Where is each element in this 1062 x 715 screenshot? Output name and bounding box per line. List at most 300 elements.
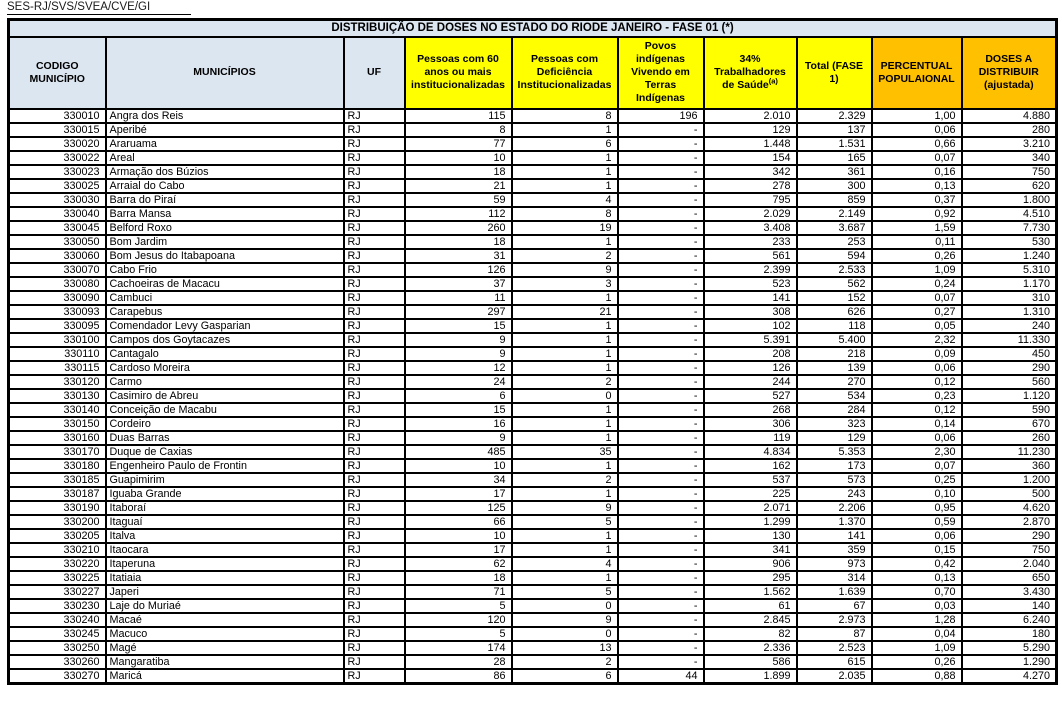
column-header-total-fase-1: Total (FASE 1) [797,37,872,109]
cell-uf: RJ [344,305,405,319]
cell-uf: RJ [344,501,405,515]
cell-municipios: Guapimirim [106,473,344,487]
cell-trabalhadores-saude-34: 61 [704,599,797,613]
cell-doses-a-distribuir: 1.240 [962,249,1057,263]
cell-pessoas-deficiencia-institucionalizadas: 0 [512,599,618,613]
cell-pessoas-deficiencia-institucionalizadas: 1 [512,319,618,333]
cell-povos-indigenas: - [618,235,704,249]
cell-total-fase-1: 361 [797,165,872,179]
cell-pessoas-deficiencia-institucionalizadas: 1 [512,459,618,473]
cell-pessoas-deficiencia-institucionalizadas: 1 [512,165,618,179]
cell-povos-indigenas: - [618,459,704,473]
cell-povos-indigenas: - [618,417,704,431]
table-row [9,557,1057,571]
cell-percentual-populacional: 0,42 [872,557,962,571]
cell-doses-a-distribuir: 750 [962,543,1057,557]
table-row [9,207,1057,221]
cell-percentual-populacional: 0,14 [872,417,962,431]
cell-percentual-populacional: 0,59 [872,515,962,529]
table-row [9,487,1057,501]
cell-municipios: Bom Jardim [106,235,344,249]
cell-total-fase-1: 152 [797,291,872,305]
cell-percentual-populacional: 0,25 [872,473,962,487]
cell-percentual-populacional: 0,26 [872,249,962,263]
cell-total-fase-1: 562 [797,277,872,291]
cell-doses-a-distribuir: 11.330 [962,333,1057,347]
cell-pessoas-60-institucionalizadas: 59 [405,193,512,207]
table-row [9,291,1057,305]
cell-povos-indigenas: - [618,501,704,515]
cell-povos-indigenas: - [618,627,704,641]
cell-percentual-populacional: 0,13 [872,179,962,193]
cell-uf: RJ [344,361,405,375]
cell-pessoas-deficiencia-institucionalizadas: 13 [512,641,618,655]
cell-uf: RJ [344,627,405,641]
cell-pessoas-60-institucionalizadas: 115 [405,109,512,123]
table-row [9,263,1057,277]
cell-trabalhadores-saude-34: 586 [704,655,797,669]
source-label: SES-RJ/SVS/SVEA/CVE/GI [7,1,191,15]
cell-uf: RJ [344,179,405,193]
cell-municipios: Macaé [106,613,344,627]
cell-trabalhadores-saude-34: 225 [704,487,797,501]
column-header-codigo-municipio: CODIGO MUNICÍPIO [9,37,106,109]
cell-doses-a-distribuir: 750 [962,165,1057,179]
cell-uf: RJ [344,557,405,571]
cell-trabalhadores-saude-34: 5.391 [704,333,797,347]
table-row [9,249,1057,263]
cell-municipios: Belford Roxo [106,221,344,235]
cell-percentual-populacional: 0,88 [872,669,962,684]
cell-pessoas-60-institucionalizadas: 66 [405,515,512,529]
cell-pessoas-60-institucionalizadas: 174 [405,641,512,655]
cell-codigo-municipio: 330010 [9,109,106,123]
cell-doses-a-distribuir: 650 [962,571,1057,585]
table-row [9,193,1057,207]
table-row [9,361,1057,375]
cell-total-fase-1: 594 [797,249,872,263]
table-row [9,123,1057,137]
cell-total-fase-1: 270 [797,375,872,389]
cell-percentual-populacional: 0,07 [872,291,962,305]
cell-doses-a-distribuir: 450 [962,347,1057,361]
column-header-municipios: MUNICÍPIOS [106,37,344,109]
table-row [9,627,1057,641]
cell-percentual-populacional: 0,37 [872,193,962,207]
cell-total-fase-1: 573 [797,473,872,487]
cell-trabalhadores-saude-34: 906 [704,557,797,571]
cell-pessoas-60-institucionalizadas: 9 [405,347,512,361]
cell-percentual-populacional: 0,05 [872,319,962,333]
cell-doses-a-distribuir: 11.230 [962,445,1057,459]
cell-pessoas-deficiencia-institucionalizadas: 0 [512,627,618,641]
cell-pessoas-60-institucionalizadas: 77 [405,137,512,151]
cell-trabalhadores-saude-34: 208 [704,347,797,361]
cell-povos-indigenas: - [618,263,704,277]
cell-percentual-populacional: 0,12 [872,375,962,389]
cell-pessoas-60-institucionalizadas: 86 [405,669,512,684]
cell-povos-indigenas: - [618,557,704,571]
cell-trabalhadores-saude-34: 129 [704,123,797,137]
cell-pessoas-deficiencia-institucionalizadas: 2 [512,249,618,263]
cell-municipios: Carmo [106,375,344,389]
cell-pessoas-deficiencia-institucionalizadas: 1 [512,543,618,557]
cell-povos-indigenas: - [618,151,704,165]
cell-uf: RJ [344,347,405,361]
cell-povos-indigenas: 196 [618,109,704,123]
cell-uf: RJ [344,277,405,291]
header-superscript: (a) [768,76,778,86]
cell-doses-a-distribuir: 290 [962,361,1057,375]
cell-pessoas-60-institucionalizadas: 37 [405,277,512,291]
cell-codigo-municipio: 330230 [9,599,106,613]
cell-pessoas-deficiencia-institucionalizadas: 1 [512,431,618,445]
cell-pessoas-60-institucionalizadas: 120 [405,613,512,627]
table-title: DISTRIBUIÇÃO DE DOSES NO ESTADO DO RIODE JANEIRO - FASE 01 (*) [9,20,1057,37]
cell-doses-a-distribuir: 2.870 [962,515,1057,529]
cell-municipios: Casimiro de Abreu [106,389,344,403]
cell-total-fase-1: 137 [797,123,872,137]
cell-percentual-populacional: 0,95 [872,501,962,515]
table-head [9,20,1057,109]
cell-codigo-municipio: 330025 [9,179,106,193]
cell-pessoas-60-institucionalizadas: 18 [405,165,512,179]
cell-doses-a-distribuir: 1.310 [962,305,1057,319]
cell-uf: RJ [344,403,405,417]
cell-doses-a-distribuir: 670 [962,417,1057,431]
cell-codigo-municipio: 330040 [9,207,106,221]
cell-trabalhadores-saude-34: 537 [704,473,797,487]
cell-pessoas-60-institucionalizadas: 8 [405,123,512,137]
cell-uf: RJ [344,641,405,655]
doses-distribution-table [7,18,1058,685]
cell-povos-indigenas: - [618,473,704,487]
cell-trabalhadores-saude-34: 2.845 [704,613,797,627]
cell-trabalhadores-saude-34: 2.071 [704,501,797,515]
cell-pessoas-deficiencia-institucionalizadas: 1 [512,361,618,375]
cell-codigo-municipio: 330090 [9,291,106,305]
cell-pessoas-60-institucionalizadas: 16 [405,417,512,431]
cell-total-fase-1: 3.687 [797,221,872,235]
cell-doses-a-distribuir: 280 [962,123,1057,137]
cell-povos-indigenas: - [618,207,704,221]
cell-doses-a-distribuir: 3.210 [962,137,1057,151]
cell-povos-indigenas: - [618,193,704,207]
cell-doses-a-distribuir: 310 [962,291,1057,305]
cell-uf: RJ [344,669,405,684]
cell-povos-indigenas: - [618,487,704,501]
cell-pessoas-deficiencia-institucionalizadas: 1 [512,151,618,165]
cell-codigo-municipio: 330205 [9,529,106,543]
cell-municipios: Itaperuna [106,557,344,571]
cell-total-fase-1: 141 [797,529,872,543]
cell-municipios: Araruama [106,137,344,151]
cell-codigo-municipio: 330130 [9,389,106,403]
cell-codigo-municipio: 330225 [9,571,106,585]
cell-codigo-municipio: 330185 [9,473,106,487]
cell-total-fase-1: 1.370 [797,515,872,529]
cell-municipios: Engenheiro Paulo de Frontin [106,459,344,473]
cell-uf: RJ [344,249,405,263]
cell-povos-indigenas: - [618,599,704,613]
cell-total-fase-1: 2.533 [797,263,872,277]
cell-povos-indigenas: - [618,571,704,585]
cell-uf: RJ [344,151,405,165]
cell-trabalhadores-saude-34: 527 [704,389,797,403]
column-header-povos-indigenas: Povos indígenas Vivendo em Terras Indígenas [618,37,704,109]
cell-codigo-municipio: 330050 [9,235,106,249]
cell-trabalhadores-saude-34: 102 [704,319,797,333]
cell-municipios: Cantagalo [106,347,344,361]
cell-percentual-populacional: 1,59 [872,221,962,235]
cell-povos-indigenas: - [618,361,704,375]
cell-pessoas-60-institucionalizadas: 10 [405,459,512,473]
cell-percentual-populacional: 1,09 [872,641,962,655]
cell-povos-indigenas: - [618,347,704,361]
cell-pessoas-deficiencia-institucionalizadas: 9 [512,263,618,277]
cell-percentual-populacional: 0,13 [872,571,962,585]
table-row [9,669,1057,684]
column-header-uf: UF [344,37,405,109]
cell-trabalhadores-saude-34: 795 [704,193,797,207]
cell-trabalhadores-saude-34: 4.834 [704,445,797,459]
cell-pessoas-60-institucionalizadas: 126 [405,263,512,277]
cell-uf: RJ [344,291,405,305]
cell-codigo-municipio: 330270 [9,669,106,684]
cell-municipios: Itatiaia [106,571,344,585]
cell-trabalhadores-saude-34: 233 [704,235,797,249]
cell-total-fase-1: 2.523 [797,641,872,655]
cell-percentual-populacional: 0,06 [872,431,962,445]
cell-povos-indigenas: - [618,529,704,543]
cell-pessoas-60-institucionalizadas: 125 [405,501,512,515]
cell-povos-indigenas: - [618,319,704,333]
cell-doses-a-distribuir: 530 [962,235,1057,249]
cell-doses-a-distribuir: 1.120 [962,389,1057,403]
cell-total-fase-1: 284 [797,403,872,417]
cell-total-fase-1: 859 [797,193,872,207]
cell-percentual-populacional: 0,12 [872,403,962,417]
cell-doses-a-distribuir: 4.620 [962,501,1057,515]
cell-doses-a-distribuir: 180 [962,627,1057,641]
cell-pessoas-60-institucionalizadas: 15 [405,403,512,417]
cell-trabalhadores-saude-34: 308 [704,305,797,319]
cell-trabalhadores-saude-34: 2.029 [704,207,797,221]
table-row [9,543,1057,557]
cell-uf: RJ [344,207,405,221]
cell-total-fase-1: 615 [797,655,872,669]
table-row [9,137,1057,151]
cell-povos-indigenas: - [618,445,704,459]
table-row [9,655,1057,669]
cell-uf: RJ [344,235,405,249]
cell-trabalhadores-saude-34: 82 [704,627,797,641]
cell-total-fase-1: 314 [797,571,872,585]
table-row [9,221,1057,235]
cell-codigo-municipio: 330260 [9,655,106,669]
cell-municipios: Iguaba Grande [106,487,344,501]
cell-pessoas-deficiencia-institucionalizadas: 4 [512,193,618,207]
cell-total-fase-1: 2.206 [797,501,872,515]
cell-pessoas-deficiencia-institucionalizadas: 5 [512,585,618,599]
cell-percentual-populacional: 0,24 [872,277,962,291]
cell-codigo-municipio: 330030 [9,193,106,207]
cell-codigo-municipio: 330200 [9,515,106,529]
cell-trabalhadores-saude-34: 1.299 [704,515,797,529]
cell-percentual-populacional: 0,04 [872,627,962,641]
cell-pessoas-deficiencia-institucionalizadas: 8 [512,109,618,123]
cell-percentual-populacional: 0,06 [872,529,962,543]
cell-trabalhadores-saude-34: 3.408 [704,221,797,235]
cell-total-fase-1: 323 [797,417,872,431]
cell-pessoas-60-institucionalizadas: 10 [405,529,512,543]
table-row [9,347,1057,361]
cell-total-fase-1: 1.531 [797,137,872,151]
cell-uf: RJ [344,445,405,459]
table-row [9,417,1057,431]
cell-pessoas-60-institucionalizadas: 21 [405,179,512,193]
cell-percentual-populacional: 0,15 [872,543,962,557]
table-row [9,109,1057,123]
cell-codigo-municipio: 330160 [9,431,106,445]
cell-pessoas-60-institucionalizadas: 297 [405,305,512,319]
cell-uf: RJ [344,571,405,585]
cell-povos-indigenas: - [618,277,704,291]
cell-povos-indigenas: - [618,375,704,389]
cell-pessoas-deficiencia-institucionalizadas: 8 [512,207,618,221]
cell-total-fase-1: 173 [797,459,872,473]
cell-pessoas-60-institucionalizadas: 62 [405,557,512,571]
cell-pessoas-deficiencia-institucionalizadas: 1 [512,571,618,585]
cell-municipios: Armação dos Búzios [106,165,344,179]
cell-codigo-municipio: 330245 [9,627,106,641]
cell-uf: RJ [344,487,405,501]
cell-povos-indigenas: - [618,249,704,263]
cell-pessoas-deficiencia-institucionalizadas: 6 [512,137,618,151]
cell-percentual-populacional: 0,06 [872,123,962,137]
cell-total-fase-1: 5.400 [797,333,872,347]
table-row [9,375,1057,389]
cell-pessoas-60-institucionalizadas: 5 [405,599,512,613]
cell-povos-indigenas: - [618,389,704,403]
cell-pessoas-deficiencia-institucionalizadas: 1 [512,179,618,193]
cell-total-fase-1: 973 [797,557,872,571]
cell-trabalhadores-saude-34: 1.448 [704,137,797,151]
cell-povos-indigenas: - [618,291,704,305]
cell-trabalhadores-saude-34: 154 [704,151,797,165]
cell-codigo-municipio: 330190 [9,501,106,515]
cell-doses-a-distribuir: 560 [962,375,1057,389]
cell-trabalhadores-saude-34: 126 [704,361,797,375]
cell-codigo-municipio: 330170 [9,445,106,459]
cell-codigo-municipio: 330120 [9,375,106,389]
cell-municipios: Areal [106,151,344,165]
cell-trabalhadores-saude-34: 2.399 [704,263,797,277]
cell-povos-indigenas: - [618,179,704,193]
cell-municipios: Comendador Levy Gasparian [106,319,344,333]
cell-percentual-populacional: 0,10 [872,487,962,501]
cell-percentual-populacional: 0,26 [872,655,962,669]
cell-codigo-municipio: 330220 [9,557,106,571]
cell-doses-a-distribuir: 2.040 [962,557,1057,571]
table-row [9,333,1057,347]
cell-doses-a-distribuir: 240 [962,319,1057,333]
cell-trabalhadores-saude-34: 141 [704,291,797,305]
cell-doses-a-distribuir: 3.430 [962,585,1057,599]
cell-povos-indigenas: - [618,613,704,627]
cell-codigo-municipio: 330140 [9,403,106,417]
table-row [9,179,1057,193]
cell-percentual-populacional: 2,32 [872,333,962,347]
cell-codigo-municipio: 330110 [9,347,106,361]
cell-povos-indigenas: - [618,585,704,599]
title-row [9,20,1057,37]
cell-total-fase-1: 5.353 [797,445,872,459]
column-header-pessoas-60-institucionalizadas: Pessoas com 60 anos ou mais institucionalizadas [405,37,512,109]
cell-pessoas-deficiencia-institucionalizadas: 1 [512,123,618,137]
cell-codigo-municipio: 330227 [9,585,106,599]
column-header-trabalhadores-saude-34: 34% Trabalhadores de Saúde$^{(a)}$ [704,37,797,109]
cell-pessoas-60-institucionalizadas: 485 [405,445,512,459]
cell-municipios: Laje do Muriaé [106,599,344,613]
cell-percentual-populacional: 0,66 [872,137,962,151]
cell-pessoas-60-institucionalizadas: 260 [405,221,512,235]
table-body [9,109,1057,684]
cell-uf: RJ [344,417,405,431]
cell-percentual-populacional: 0,07 [872,459,962,473]
column-header-doses-a-distribuir: DOSES A DISTRIBUIR (ajustada) [962,37,1057,109]
cell-codigo-municipio: 330060 [9,249,106,263]
cell-percentual-populacional: 0,09 [872,347,962,361]
cell-uf: RJ [344,473,405,487]
cell-uf: RJ [344,543,405,557]
cell-municipios: Cordeiro [106,417,344,431]
cell-trabalhadores-saude-34: 130 [704,529,797,543]
cell-pessoas-60-institucionalizadas: 9 [405,431,512,445]
cell-percentual-populacional: 0,03 [872,599,962,613]
cell-pessoas-deficiencia-institucionalizadas: 4 [512,557,618,571]
cell-doses-a-distribuir: 1.170 [962,277,1057,291]
cell-pessoas-60-institucionalizadas: 17 [405,487,512,501]
cell-doses-a-distribuir: 620 [962,179,1057,193]
table-row [9,585,1057,599]
cell-municipios: Bom Jesus do Itabapoana [106,249,344,263]
cell-pessoas-deficiencia-institucionalizadas: 1 [512,529,618,543]
cell-codigo-municipio: 330020 [9,137,106,151]
cell-municipios: Conceição de Macabu [106,403,344,417]
cell-codigo-municipio: 330100 [9,333,106,347]
cell-municipios: Barra Mansa [106,207,344,221]
cell-pessoas-deficiencia-institucionalizadas: 1 [512,487,618,501]
cell-codigo-municipio: 330180 [9,459,106,473]
cell-total-fase-1: 253 [797,235,872,249]
cell-povos-indigenas: - [618,165,704,179]
table-row [9,151,1057,165]
cell-doses-a-distribuir: 1.290 [962,655,1057,669]
cell-pessoas-deficiencia-institucionalizadas: 1 [512,235,618,249]
cell-municipios: Angra dos Reis [106,109,344,123]
cell-pessoas-60-institucionalizadas: 11 [405,291,512,305]
cell-codigo-municipio: 330070 [9,263,106,277]
cell-pessoas-60-institucionalizadas: 10 [405,151,512,165]
cell-municipios: Duas Barras [106,431,344,445]
cell-trabalhadores-saude-34: 268 [704,403,797,417]
cell-trabalhadores-saude-34: 1.562 [704,585,797,599]
table-row [9,319,1057,333]
cell-total-fase-1: 1.639 [797,585,872,599]
cell-pessoas-deficiencia-institucionalizadas: 1 [512,403,618,417]
cell-pessoas-60-institucionalizadas: 18 [405,235,512,249]
